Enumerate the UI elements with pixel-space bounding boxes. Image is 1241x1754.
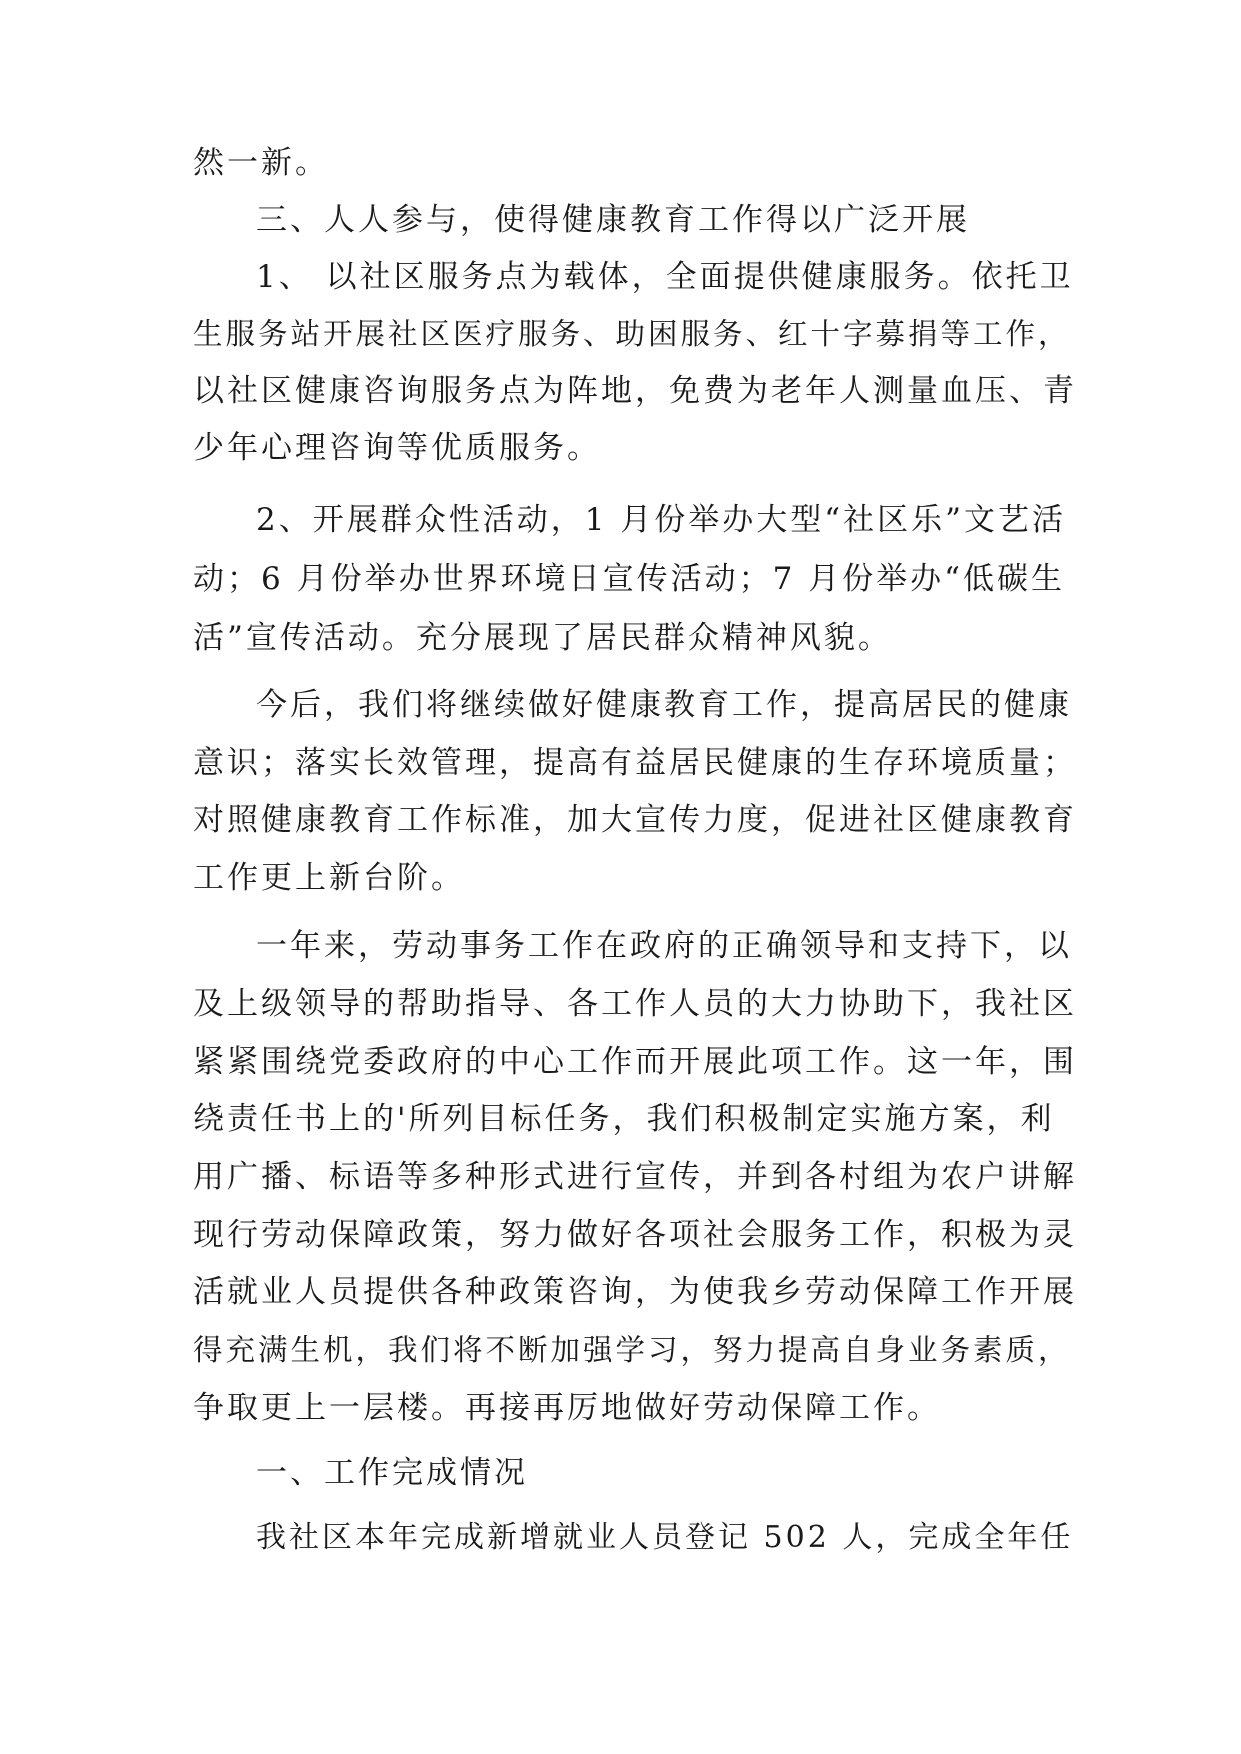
section-heading: 一、工作完成情况: [256, 1455, 528, 1491]
text-line: 对照健康教育工作标准，加大宣传力度，促进社区健康教育: [193, 802, 1077, 838]
text-line: 2、开展群众性活动，1 月份举办大型“社区乐”文艺活: [256, 502, 1066, 538]
section-heading: 三、人人参与，使得健康教育工作得以广泛开展: [256, 202, 970, 238]
text-line: 然一新。: [193, 145, 329, 181]
text-line: 得充满生机，我们将不断加强学习，努力提高自身业务素质，: [193, 1333, 1071, 1367]
text-line: 少年心理咨询等优质服务。: [193, 430, 601, 466]
text-line: 生服务站开展社区医疗服务、助困服务、红十字募捐等工作，: [193, 317, 1071, 351]
text-line: 争取更上一层楼。再接再厉地做好劳动保障工作。: [193, 1390, 941, 1426]
text-line: 1、 以社区服务点为载体，全面提供健康服务。依托卫: [256, 259, 1074, 295]
text-line: 以社区健康咨询服务点为阵地，免费为老年人测量血压、青: [193, 373, 1077, 409]
text-line: 工作更上新台阶。: [193, 860, 465, 896]
text-line: 活”宣传活动。充分展现了居民群众精神风貌。: [193, 620, 892, 656]
text-line: 紧紧围绕党委政府的中心工作而开展此项工作。这一年，围: [193, 1044, 1077, 1080]
text-line: 绕责任书上的'所列目标任务，我们积极制定实施方案，利: [193, 1101, 1055, 1137]
text-line: 意识；落实长效管理，提高有益居民健康的生存环境质量；: [193, 745, 1077, 781]
text-line: 及上级领导的帮助指导、各工作人员的大力协助下，我社区: [193, 986, 1077, 1022]
text-line: 活就业人员提供各种政策咨询，为使我乡劳动保障工作开展: [193, 1274, 1077, 1310]
text-line: 用广播、标语等多种形式进行宣传，并到各村组为农户讲解: [193, 1159, 1077, 1195]
text-line: 一年来，劳动事务工作在政府的正确领导和支持下，以: [256, 928, 1072, 964]
text-line: 今后，我们将继续做好健康教育工作，提高居民的健康: [256, 687, 1072, 723]
text-line: 现行劳动保障政策，努力做好各项社会服务工作，积极为灵: [193, 1217, 1077, 1253]
text-line: 我社区本年完成新增就业人员登记 502 人，完成全年任: [256, 1520, 1074, 1555]
text-line: 动；6 月份举办世界环境日宣传活动；7 月份举办“低碳生: [193, 561, 1065, 597]
